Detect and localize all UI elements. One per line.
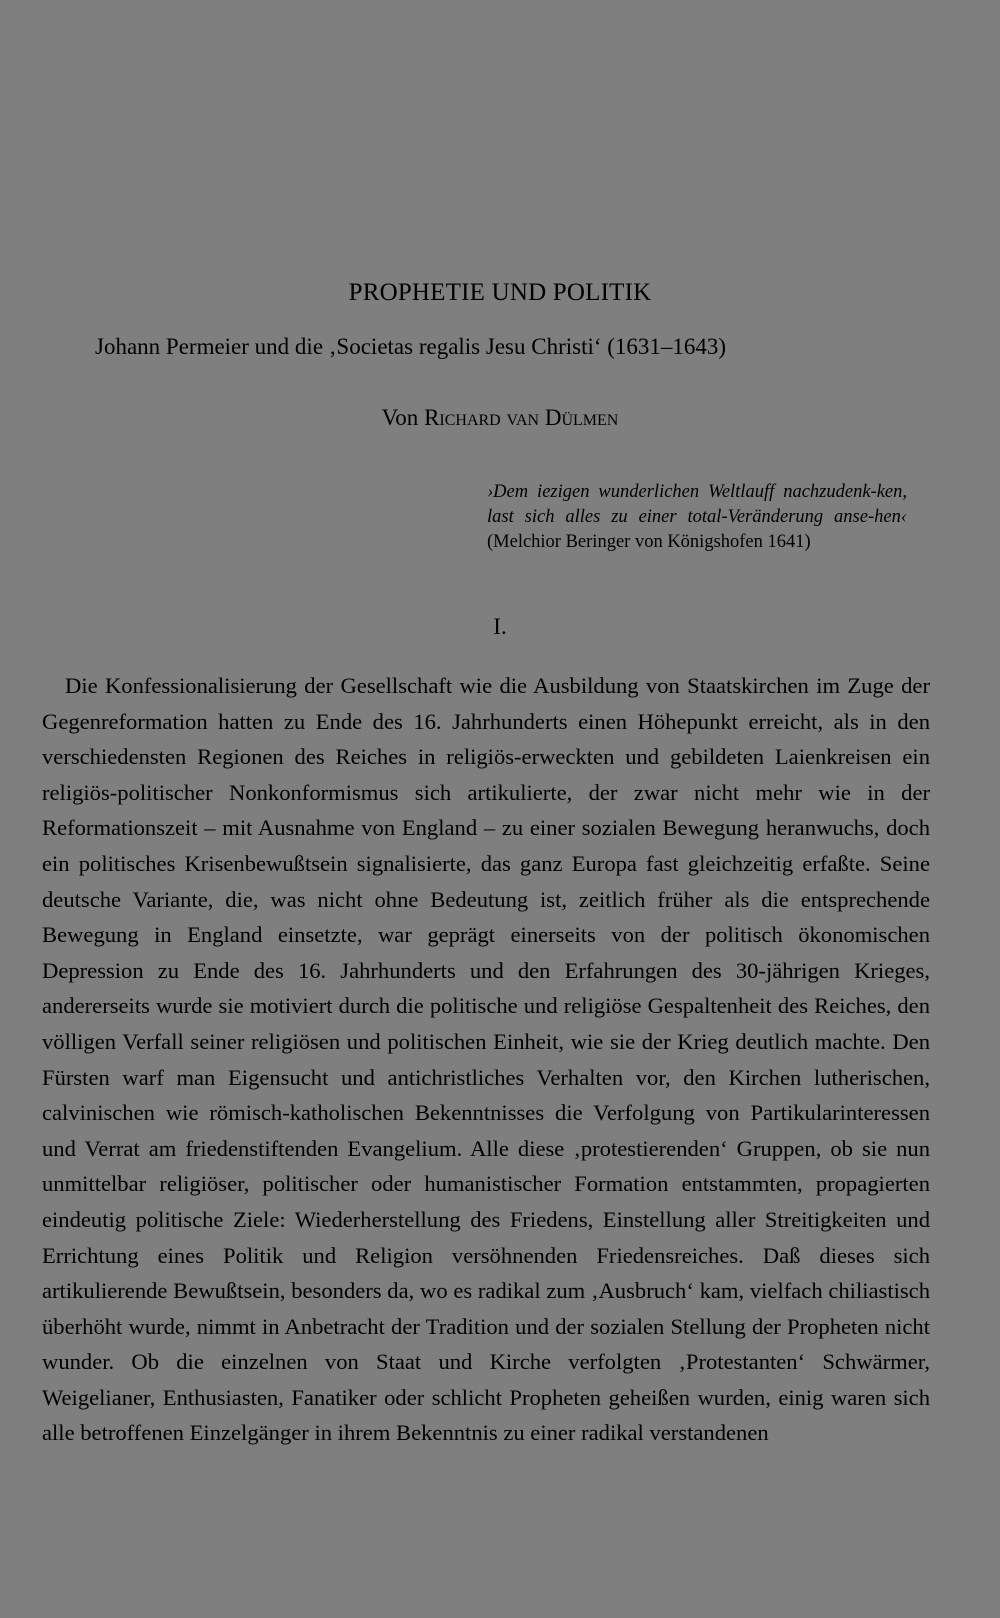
body-paragraph: Die Konfessionalisierung der Gesellschaft wie die Ausbildung von Staatskirchen im Zuge der Gegenreformation hatten zu Ende des 16. Jahrhunderts einen Höhepunkt erreicht, als in den verschiedensten Regionen des Reiches in religiös-erweckten und gebildeten Laienkreisen ein religiös-politischer Nonkonformismus sich artikulierte, der zwar nicht mehr wie in der Reformationszeit – mit Ausnahme von England – zu einer sozialen Bewegung heranwuchs, doch ein politisches Krisenbewußtsein signalisierte, das ganz Europa fast gleichzeitig erfaßte. Seine deutsche Variante, die, was nicht ohne Bedeutung ist, zeitlich früher als die entsprechende Bewegung in England einsetzte, war geprägt einerseits von der politisch ökonomischen Depression zu Ende des 16. Jahrhunderts und den Erfahrungen des 30-jährigen Krieges, andererseits wurde sie motiviert durch die politische und religiöse Gespaltenheit des Reiches, den völligen Verfall seiner religiösen und politischen Einheit, wie sie der Krieg deutlich machte. Den Fürsten warf man Eigensucht und antichristliches Verhalten vor, den Kirchen lutherischen, calvinischen wie römisch-katholischen Bekenntnisses die Verfolgung von Partikularinteressen und Verrat am friedenstiftenden Evangelium. Alle diese ‚protestierenden‘ Gruppen, ob sie nun unmittelbar religiöser, politischer oder humanistischer Formation entstammten, propagierten eindeutig politische Ziele: Wiederherstellung des Friedens, Einstellung aller Streitigkeiten und Errichtung eines Politik und Religion versöhnenden Friedensreiches. Daß dieses sich artikulierende Bewußtsein, besonders da, wo es radikal zum ‚Ausbruch‘ kam, vielfach chiliastisch überhöht wurde, nimmt in Anbetracht der Tradition und der sozialen Stellung der Propheten nicht wunder. Ob die einzelnen von Staat und Kirche verfolgten ‚Protestanten‘ Schwärmer, Weigelianer, Enthusiasten, Fanatiker oder schlicht Propheten geheißen wurden, einig waren sich alle betroffenen Einzelgänger in ihrem Bekenntnis zu einer radikal verstandenen bbox=[42, 673, 930, 1446]
article-author bbox=[0, 405, 1000, 431]
epigraph-quote: ›Dem iezigen wunderlichen Weltlauff nachzudenk-ken, last sich alles zu einer total-Veränderung anse-hen‹ bbox=[487, 482, 907, 527]
article-subtitle: Johann Permeier und die ‚Societas regalis Jesu Christi‘ (1631–1643) bbox=[95, 334, 727, 359]
author-prefix: Von bbox=[381, 405, 419, 430]
article-title: PROPHETIE UND POLITIK bbox=[348, 279, 652, 306]
epigraph-attribution: (Melchior Beringer von Königshofen 1641) bbox=[487, 532, 811, 552]
epigraph bbox=[487, 480, 907, 555]
author-name: Richard van Dülmen bbox=[424, 405, 619, 430]
section-number: I. bbox=[493, 614, 507, 639]
